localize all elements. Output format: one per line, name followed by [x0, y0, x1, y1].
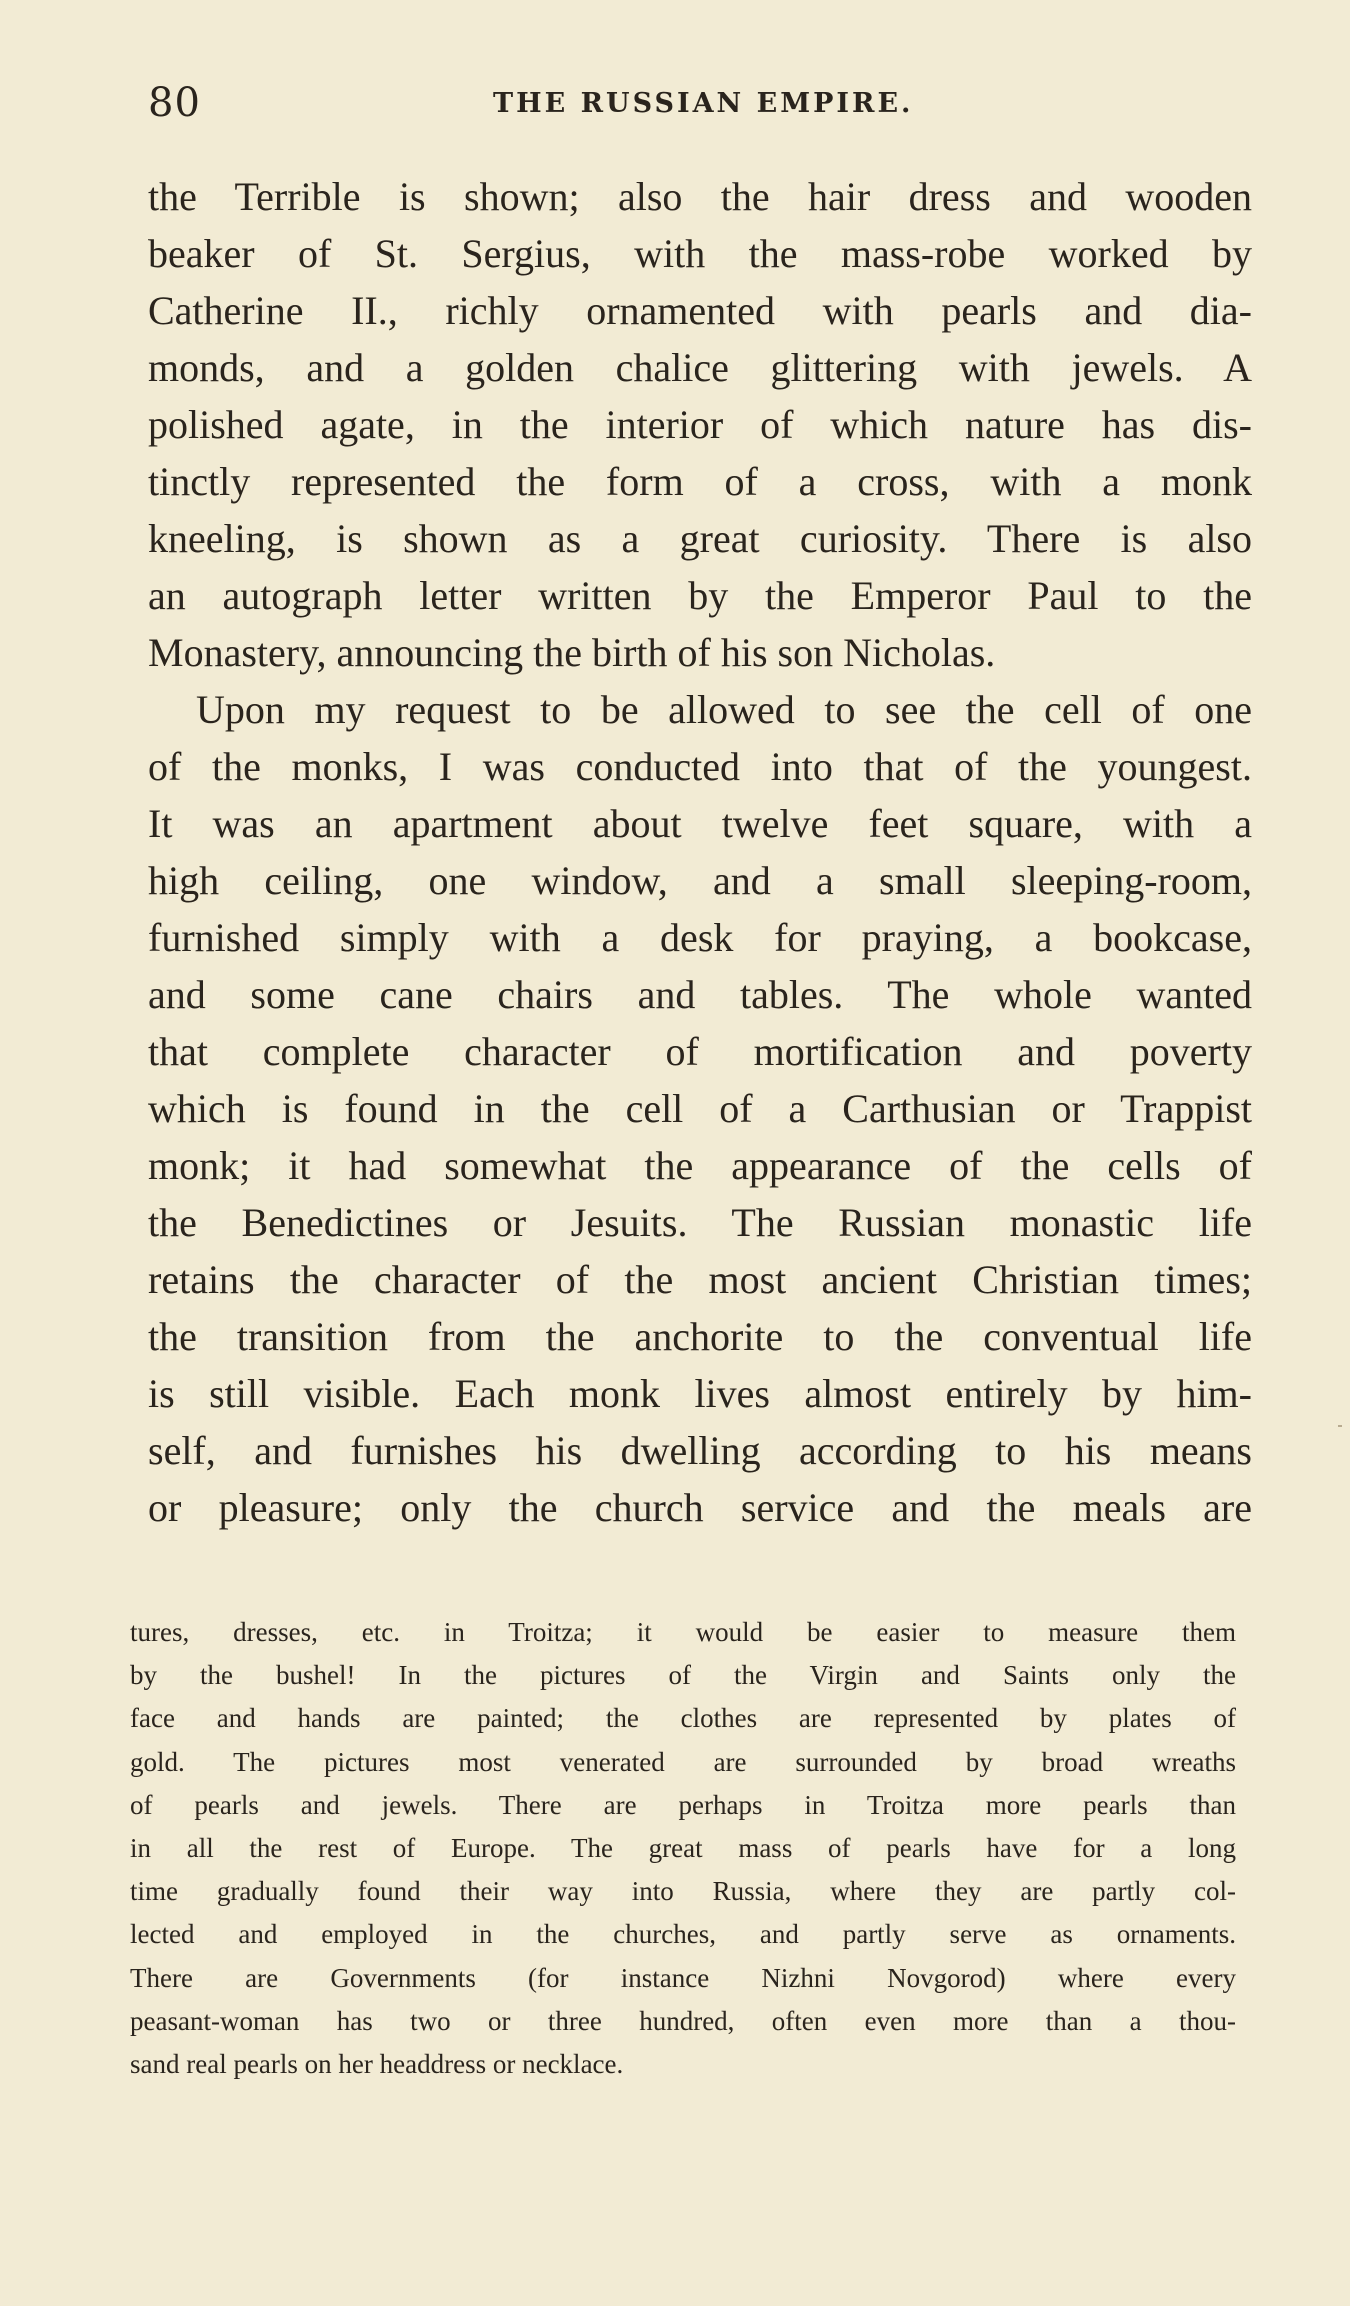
text-line: is still visible. Each monk lives almost entirely by him- — [148, 1371, 1252, 1416]
footnote-line: lected and employed in the churches, and partly serve as ornaments. — [130, 1919, 1236, 1950]
footnote-line: face and hands are painted; the clothes are represented by plates of — [130, 1703, 1236, 1734]
main-text — [148, 168, 1252, 1536]
page-number: 80 — [148, 80, 201, 126]
text-line: monds, and a golden chalice glittering with jewels. A — [148, 345, 1252, 390]
text-line: monk; it had somewhat the appearance of the cells of — [148, 1143, 1252, 1188]
footnote-line: tures, dresses, etc. in Troitza; it would be easier to measure them — [130, 1617, 1236, 1647]
text-line: and some cane chairs and tables. The whole wanted — [148, 972, 1252, 1017]
text-line: high ceiling, one window, and a small sleeping-room, — [148, 858, 1252, 903]
footnote-line: by the bushel! In the pictures of the Virgin and Saints only the — [130, 1660, 1236, 1691]
text-line: polished agate, in the interior of which nature has dis- — [148, 402, 1252, 447]
text-line: that complete character of mortification and poverty — [148, 1029, 1252, 1074]
text-line: beaker of St. Sergius, with the mass-robe worked by — [148, 231, 1252, 276]
footnote-line: gold. The pictures most venerated are surrounded by broad wreaths — [130, 1746, 1236, 1777]
text-line: retains the character of the most ancient Christian times; — [148, 1257, 1252, 1302]
running-title: THE RUSSIAN EMPIRE. — [493, 88, 914, 119]
text-line: self, and furnishes his dwelling according to his means — [148, 1428, 1252, 1473]
text-line: Catherine II., richly ornamented with pearls and dia- — [148, 288, 1252, 333]
footnote-line: in all the rest of Europe. The great mass of pearls have for a long — [130, 1832, 1236, 1863]
text-line: kneeling, is shown as a great curiosity. There is also — [148, 516, 1252, 561]
text-line: Monastery, announcing the birth of his son Nicholas. — [148, 630, 996, 675]
text-line: the transition from the anchorite to the conventual life — [148, 1314, 1252, 1359]
text-line: It was an apartment about twelve feet square, with a — [148, 801, 1252, 846]
footnote-line: time gradually found their way into Russia, where they are partly col- — [130, 1876, 1236, 1907]
footnote-line: sand real pearls on her headdress or necklace. — [130, 2048, 624, 2079]
page-header — [148, 78, 1248, 128]
text-line: the Benedictines or Jesuits. The Russian monastic life — [148, 1200, 1252, 1245]
text-line: the Terrible is shown; also the hair dress and wooden — [148, 174, 1252, 219]
text-line: furnished simply with a desk for praying, a bookcase, — [148, 915, 1252, 960]
footnote-line: peasant-woman has two or three hundred, often even more than a thou- — [130, 2005, 1236, 2036]
margin-mark — [1338, 1425, 1342, 1427]
footnote — [130, 1611, 1236, 2086]
footnote-line: There are Governments (for instance Nizhni Novgorod) where every — [130, 1962, 1236, 1993]
footnote-line: of pearls and jewels. There are perhaps in Troitza more pearls than — [130, 1789, 1236, 1820]
text-line: tinctly represented the form of a cross, with a monk — [148, 459, 1252, 504]
text-line: Upon my request to be allowed to see the cell of one — [196, 687, 1252, 732]
text-line: which is found in the cell of a Carthusian or Trappist — [148, 1086, 1252, 1131]
text-line: or pleasure; only the church service and the meals are — [148, 1485, 1252, 1530]
text-line: of the monks, I was conducted into that of the youngest. — [148, 744, 1252, 789]
text-line: an autograph letter written by the Emperor Paul to the — [148, 573, 1252, 618]
